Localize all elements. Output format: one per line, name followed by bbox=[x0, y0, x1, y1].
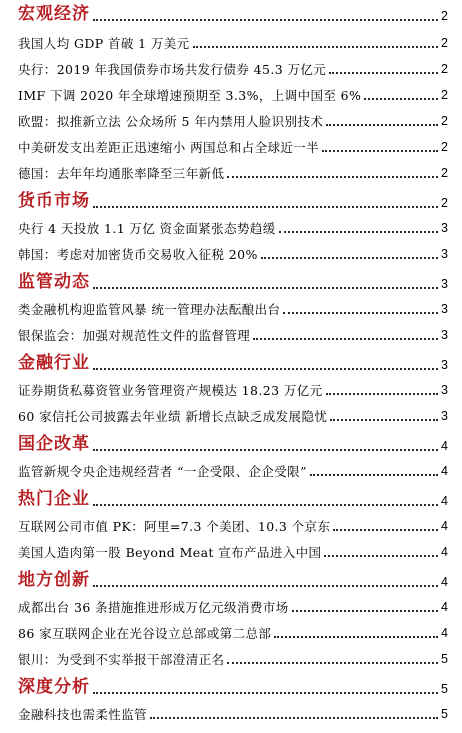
dot-leader bbox=[279, 230, 438, 233]
dot-leader bbox=[150, 716, 438, 719]
toc-page-number: 4 bbox=[441, 625, 448, 640]
dot-leader bbox=[93, 367, 438, 370]
toc-entry[interactable] bbox=[18, 540, 448, 562]
toc-entry-title: 央行：2019 年我国债券市场共发行债券 45.3 万亿元 bbox=[18, 61, 327, 77]
toc-entry[interactable] bbox=[18, 323, 448, 345]
toc-page-number: 4 bbox=[441, 574, 448, 589]
toc-entry-title: 证券期货私募资管业务管理资产规模达 18.23 万亿元 bbox=[18, 382, 323, 398]
toc-section-money-market[interactable] bbox=[18, 187, 448, 213]
dot-leader bbox=[93, 584, 438, 587]
dot-leader bbox=[326, 123, 438, 126]
dot-leader bbox=[227, 661, 438, 664]
toc-entry[interactable] bbox=[18, 514, 448, 536]
toc-page-number: 3 bbox=[441, 246, 448, 261]
toc-entry[interactable] bbox=[18, 647, 448, 669]
toc-page-number: 4 bbox=[441, 493, 448, 508]
toc-entry[interactable] bbox=[18, 595, 448, 617]
dot-leader bbox=[227, 175, 438, 178]
toc-section-soe-reform[interactable] bbox=[18, 430, 448, 456]
toc-entry[interactable] bbox=[18, 216, 448, 238]
dot-leader bbox=[93, 286, 438, 289]
toc-section-regulatory-news[interactable] bbox=[18, 268, 448, 294]
toc-entry-title: 60 家信托公司披露去年业绩 新增长点缺乏成发展隐忧 bbox=[18, 408, 328, 424]
toc-page-number: 2 bbox=[441, 113, 448, 128]
toc-entry-title: 我国人均 GDP 首破 1 万美元 bbox=[18, 35, 190, 51]
toc-page-number: 2 bbox=[441, 61, 448, 76]
toc-page-number: 3 bbox=[441, 220, 448, 235]
toc-entry-title: 86 家互联网企业在光谷设立总部或第二总部 bbox=[18, 625, 272, 641]
toc-entry[interactable] bbox=[18, 297, 448, 319]
toc-page-number: 5 bbox=[441, 651, 448, 666]
toc-entry-title: 欧盟：拟推新立法 公众场所 5 年内禁用人脸识别技术 bbox=[18, 113, 324, 129]
toc-entry[interactable] bbox=[18, 135, 448, 157]
toc-section-macro-economy[interactable] bbox=[18, 0, 448, 26]
toc-entry[interactable] bbox=[18, 459, 448, 481]
toc-page-number: 4 bbox=[441, 463, 448, 478]
dot-leader bbox=[93, 448, 438, 451]
dot-leader bbox=[329, 71, 438, 74]
toc-entry-title: 监管新规令央企违规经营者 “一企受限、企企受限” bbox=[18, 463, 307, 479]
toc-entry[interactable] bbox=[18, 242, 448, 264]
toc-page-number: 2 bbox=[441, 165, 448, 180]
toc-entry-title: IMF 下调 2020 年全球增速预期至 3.3%，上调中国至 6% bbox=[18, 87, 362, 103]
toc-page-number: 4 bbox=[441, 544, 448, 559]
toc-page-number: 2 bbox=[441, 35, 448, 50]
toc-section-title: 金融行业 bbox=[18, 353, 90, 373]
toc-section-title: 宏观经济 bbox=[18, 4, 90, 24]
toc-entry-title: 成都出台 36 条措施推进形成万亿元级消费市场 bbox=[18, 599, 289, 615]
toc-entry[interactable] bbox=[18, 378, 448, 400]
toc-entry-title: 银保监会：加强对规范性文件的监督管理 bbox=[18, 327, 251, 343]
toc-entry-title: 中美研发支出差距正迅速缩小 两国总和占全球近一半 bbox=[18, 139, 320, 155]
dot-leader bbox=[364, 97, 438, 100]
toc-entry-title: 央行 4 天投放 1.1 万亿 资金面紧张态势趋缓 bbox=[18, 220, 276, 236]
toc-entry-title: 互联网公司市值 PK：阿里=7.3 个美团、10.3 个京东 bbox=[18, 518, 331, 534]
dot-leader bbox=[333, 528, 438, 531]
dot-leader bbox=[322, 149, 438, 152]
toc-entry-title: 韩国：考虑对加密货币交易收入征税 20% bbox=[18, 246, 258, 262]
dot-leader bbox=[324, 554, 438, 557]
toc-page-number: 3 bbox=[441, 408, 448, 423]
dot-leader bbox=[330, 418, 438, 421]
toc-entry-title: 金融科技也需柔性监管 bbox=[18, 706, 148, 722]
toc-entry[interactable] bbox=[18, 621, 448, 643]
toc-page-number: 5 bbox=[441, 706, 448, 721]
toc-section-title: 监管动态 bbox=[18, 272, 90, 292]
toc-section-financial-industry[interactable] bbox=[18, 349, 448, 375]
toc-section-hot-companies[interactable] bbox=[18, 485, 448, 511]
dot-leader bbox=[93, 691, 438, 694]
toc-page-number: 4 bbox=[441, 599, 448, 614]
toc-entry[interactable] bbox=[18, 31, 448, 53]
toc-entry[interactable] bbox=[18, 702, 448, 724]
dot-leader bbox=[292, 609, 438, 612]
dot-leader bbox=[93, 503, 438, 506]
toc-entry[interactable] bbox=[18, 109, 448, 131]
dot-leader bbox=[274, 635, 438, 638]
toc-section-title: 货币市场 bbox=[18, 191, 90, 211]
toc-entry[interactable] bbox=[18, 83, 448, 105]
toc-section-title: 地方创新 bbox=[18, 570, 90, 590]
toc-page-number: 2 bbox=[441, 195, 448, 210]
toc-entry-title: 美国人造肉第一股 Beyond Meat 宣布产品进入中国 bbox=[18, 544, 322, 560]
toc-page-number: 3 bbox=[441, 276, 448, 291]
dot-leader bbox=[310, 473, 438, 476]
toc-entry[interactable] bbox=[18, 404, 448, 426]
toc-entry-title: 银川：为受到不实举报干部澄清正名 bbox=[18, 651, 225, 667]
toc-page-number: 3 bbox=[441, 327, 448, 342]
toc-page-number: 5 bbox=[441, 681, 448, 696]
toc-entry-title: 德国：去年年均通胀率降至三年新低 bbox=[18, 165, 225, 181]
toc-page-number: 4 bbox=[441, 518, 448, 533]
toc-section-in-depth-analysis[interactable] bbox=[18, 673, 448, 699]
toc-section-local-innovation[interactable] bbox=[18, 566, 448, 592]
toc-entry[interactable] bbox=[18, 57, 448, 79]
dot-leader bbox=[261, 256, 438, 259]
dot-leader bbox=[93, 18, 438, 21]
toc-section-title: 热门企业 bbox=[18, 489, 90, 509]
dot-leader bbox=[326, 392, 439, 395]
dot-leader bbox=[93, 205, 438, 208]
dot-leader bbox=[283, 311, 438, 314]
toc-page-number: 2 bbox=[441, 87, 448, 102]
toc-section-title: 国企改革 bbox=[18, 434, 90, 454]
toc-page-number: 3 bbox=[441, 301, 448, 316]
toc-page-number: 3 bbox=[441, 357, 448, 372]
toc-section-title: 深度分析 bbox=[18, 677, 90, 697]
dot-leader bbox=[193, 45, 438, 48]
toc-entry-title: 类金融机构迎监管风暴 统一管理办法酝酿出台 bbox=[18, 301, 281, 317]
toc-page-number: 2 bbox=[441, 8, 448, 23]
dot-leader bbox=[253, 337, 438, 340]
toc-entry[interactable] bbox=[18, 161, 448, 183]
toc-page-number: 2 bbox=[441, 139, 448, 154]
toc-page-number: 4 bbox=[441, 438, 448, 453]
toc-page-number: 3 bbox=[441, 382, 448, 397]
